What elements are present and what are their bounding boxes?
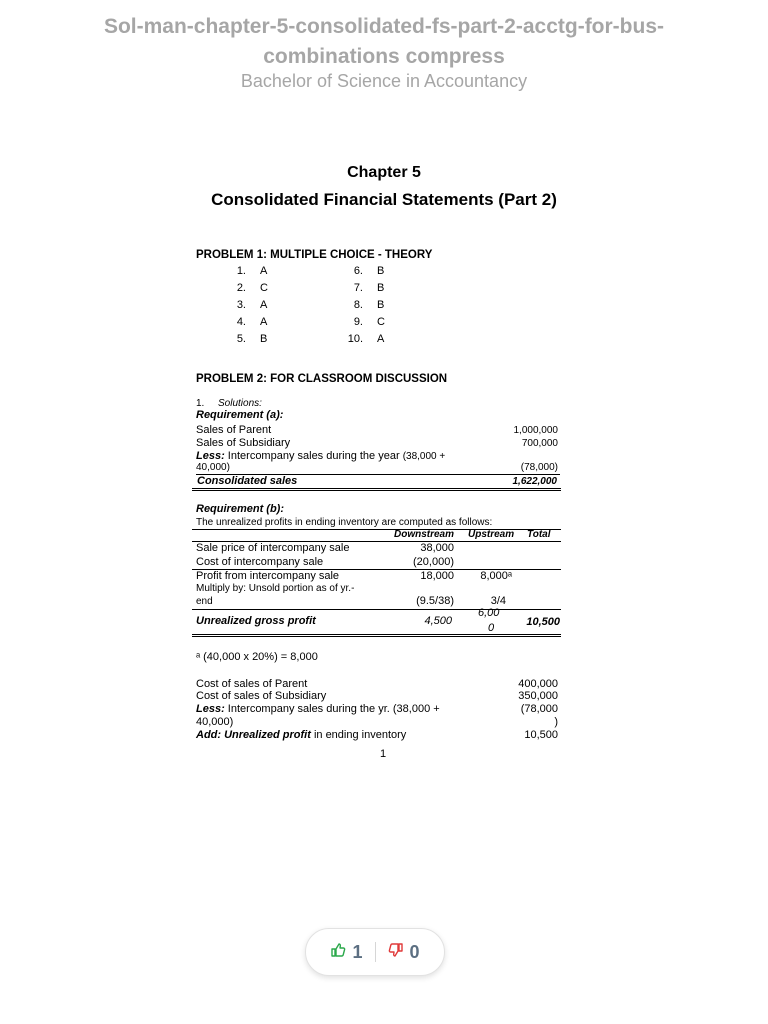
col-total: Total bbox=[527, 529, 551, 540]
cos-less-value-2: ) bbox=[554, 716, 558, 728]
requirement-b-intro: The unrealized profits in ending inventory are computed as follows: bbox=[196, 517, 493, 528]
chapter-number: Chapter 5 bbox=[347, 164, 421, 181]
problem1-heading: PROBLEM 1: MULTIPLE CHOICE - THEORY bbox=[196, 249, 433, 261]
sales-parent-value: 1,000,000 bbox=[513, 425, 558, 436]
double-underline bbox=[192, 488, 561, 491]
row-cost-down: (20,000) bbox=[413, 556, 454, 568]
like-button[interactable] bbox=[330, 942, 362, 963]
dislike-button[interactable] bbox=[388, 942, 420, 963]
answer-num: 5. bbox=[236, 333, 246, 345]
row-multiply-label-1: Multiply by: Unsold portion as of yr.- bbox=[196, 583, 355, 594]
answer-value: C bbox=[377, 316, 385, 328]
sales-parent-label: Sales of Parent bbox=[196, 424, 272, 436]
row-multiply-down: (9.5/38) bbox=[416, 595, 454, 607]
answer-num: 6. bbox=[353, 265, 363, 277]
solutions-label: Solutions: bbox=[218, 398, 262, 409]
row-unrealized-label: Unrealized gross profit bbox=[196, 615, 316, 627]
answer-value: A bbox=[260, 316, 268, 328]
answer-num: 8. bbox=[353, 299, 363, 311]
document-title: Sol-man-chapter-5-consolidated-fs-part-2-acctg-for-bus-combinations compress bbox=[103, 15, 665, 68]
answer-value: B bbox=[377, 265, 385, 277]
row-multiply-label-2: end bbox=[196, 596, 213, 607]
add-text: in ending inventory bbox=[310, 729, 407, 741]
cos-subsidiary-label: Cost of sales of Subsidiary bbox=[196, 690, 327, 702]
row-unrealized-total: 10,500 bbox=[526, 616, 560, 628]
answer-value: A bbox=[260, 299, 268, 311]
add-unrealized-line bbox=[196, 729, 406, 741]
thumbs-up-icon bbox=[330, 942, 346, 963]
answer-num: 7. bbox=[353, 282, 363, 294]
row-sale-price-down: 38,000 bbox=[420, 542, 454, 554]
answer-value: A bbox=[260, 265, 268, 277]
answer-num: 3. bbox=[236, 299, 246, 311]
row-multiply-up: 3/4 bbox=[490, 595, 506, 607]
answer-value: B bbox=[377, 299, 385, 311]
less-value: (78,000) bbox=[520, 462, 558, 473]
less-line2: 40,000) bbox=[196, 462, 230, 473]
answer-num: 10. bbox=[347, 333, 363, 345]
row-profit-label: Profit from intercompany sale bbox=[196, 570, 340, 582]
row-unrealized-down: 4,500 bbox=[424, 615, 452, 627]
row-sale-price-label: Sale price of intercompany sale bbox=[196, 542, 350, 554]
less-intercompany-line bbox=[196, 450, 445, 462]
cos-less-label: Less: bbox=[196, 703, 225, 715]
page-number: 1 bbox=[380, 748, 387, 760]
row-cost-label: Cost of intercompany sale bbox=[196, 556, 324, 568]
answer-value: A bbox=[377, 333, 385, 345]
col-upstream: Upstream bbox=[468, 529, 515, 540]
chapter-title: Consolidated Financial Statements (Part 2) bbox=[211, 190, 557, 209]
requirement-b-heading: Requirement (b): bbox=[196, 503, 284, 515]
vote-widget bbox=[305, 928, 445, 976]
add-label: Add: Unrealized profit bbox=[196, 729, 311, 741]
like-count: 1 bbox=[352, 941, 363, 962]
sales-subsidiary-label: Sales of Subsidiary bbox=[196, 437, 291, 449]
dislike-count: 0 bbox=[409, 941, 420, 962]
cos-parent-value: 400,000 bbox=[518, 678, 558, 690]
cos-less-value-1: (78,000 bbox=[520, 703, 558, 715]
answer-value: C bbox=[260, 282, 268, 294]
cos-less-line2: 40,000) bbox=[196, 716, 234, 728]
answer-value: B bbox=[260, 333, 268, 345]
answer-value: B bbox=[377, 282, 385, 294]
col-downstream: Downstream bbox=[394, 529, 455, 540]
less-text: Intercompany sales during the year bbox=[224, 450, 403, 462]
footnote: ᵃ (40,000 x 20%) = 8,000 bbox=[196, 651, 318, 663]
answer-num: 4. bbox=[236, 316, 246, 328]
table-bottom-rule bbox=[192, 634, 561, 637]
add-value: 10,500 bbox=[524, 729, 558, 741]
row-unrealized-up-2: 0 bbox=[488, 622, 495, 634]
consolidated-sales-value: 1,622,000 bbox=[512, 476, 557, 487]
vote-divider bbox=[375, 942, 376, 962]
less-label: Less: bbox=[196, 450, 225, 462]
row-profit-up: 8,000ᵃ bbox=[480, 570, 512, 582]
solutions-number: 1. bbox=[196, 398, 205, 409]
sales-subsidiary-value: 700,000 bbox=[521, 438, 558, 449]
cos-less-text: Intercompany sales during the yr. (38,000 + bbox=[224, 703, 440, 715]
cos-less-line bbox=[196, 703, 440, 715]
thumbs-down-icon bbox=[388, 942, 404, 963]
less-paren: (38,000 + bbox=[402, 451, 446, 462]
consolidated-sales-label: Consolidated sales bbox=[197, 475, 298, 487]
answer-num: 9. bbox=[353, 316, 363, 328]
requirement-a-heading: Requirement (a): bbox=[196, 409, 284, 421]
row-profit-down: 18,000 bbox=[420, 570, 454, 582]
answer-num: 1. bbox=[236, 265, 246, 277]
row-unrealized-up-1: 6,00 bbox=[478, 607, 500, 619]
cos-parent-label: Cost of sales of Parent bbox=[196, 678, 308, 690]
problem2-heading: PROBLEM 2: FOR CLASSROOM DISCUSSION bbox=[196, 373, 448, 385]
document-subtitle: Bachelor of Science in Accountancy bbox=[240, 71, 528, 91]
cos-subsidiary-value: 350,000 bbox=[518, 690, 558, 702]
table-total-rule bbox=[192, 609, 561, 610]
answer-num: 2. bbox=[236, 282, 246, 294]
